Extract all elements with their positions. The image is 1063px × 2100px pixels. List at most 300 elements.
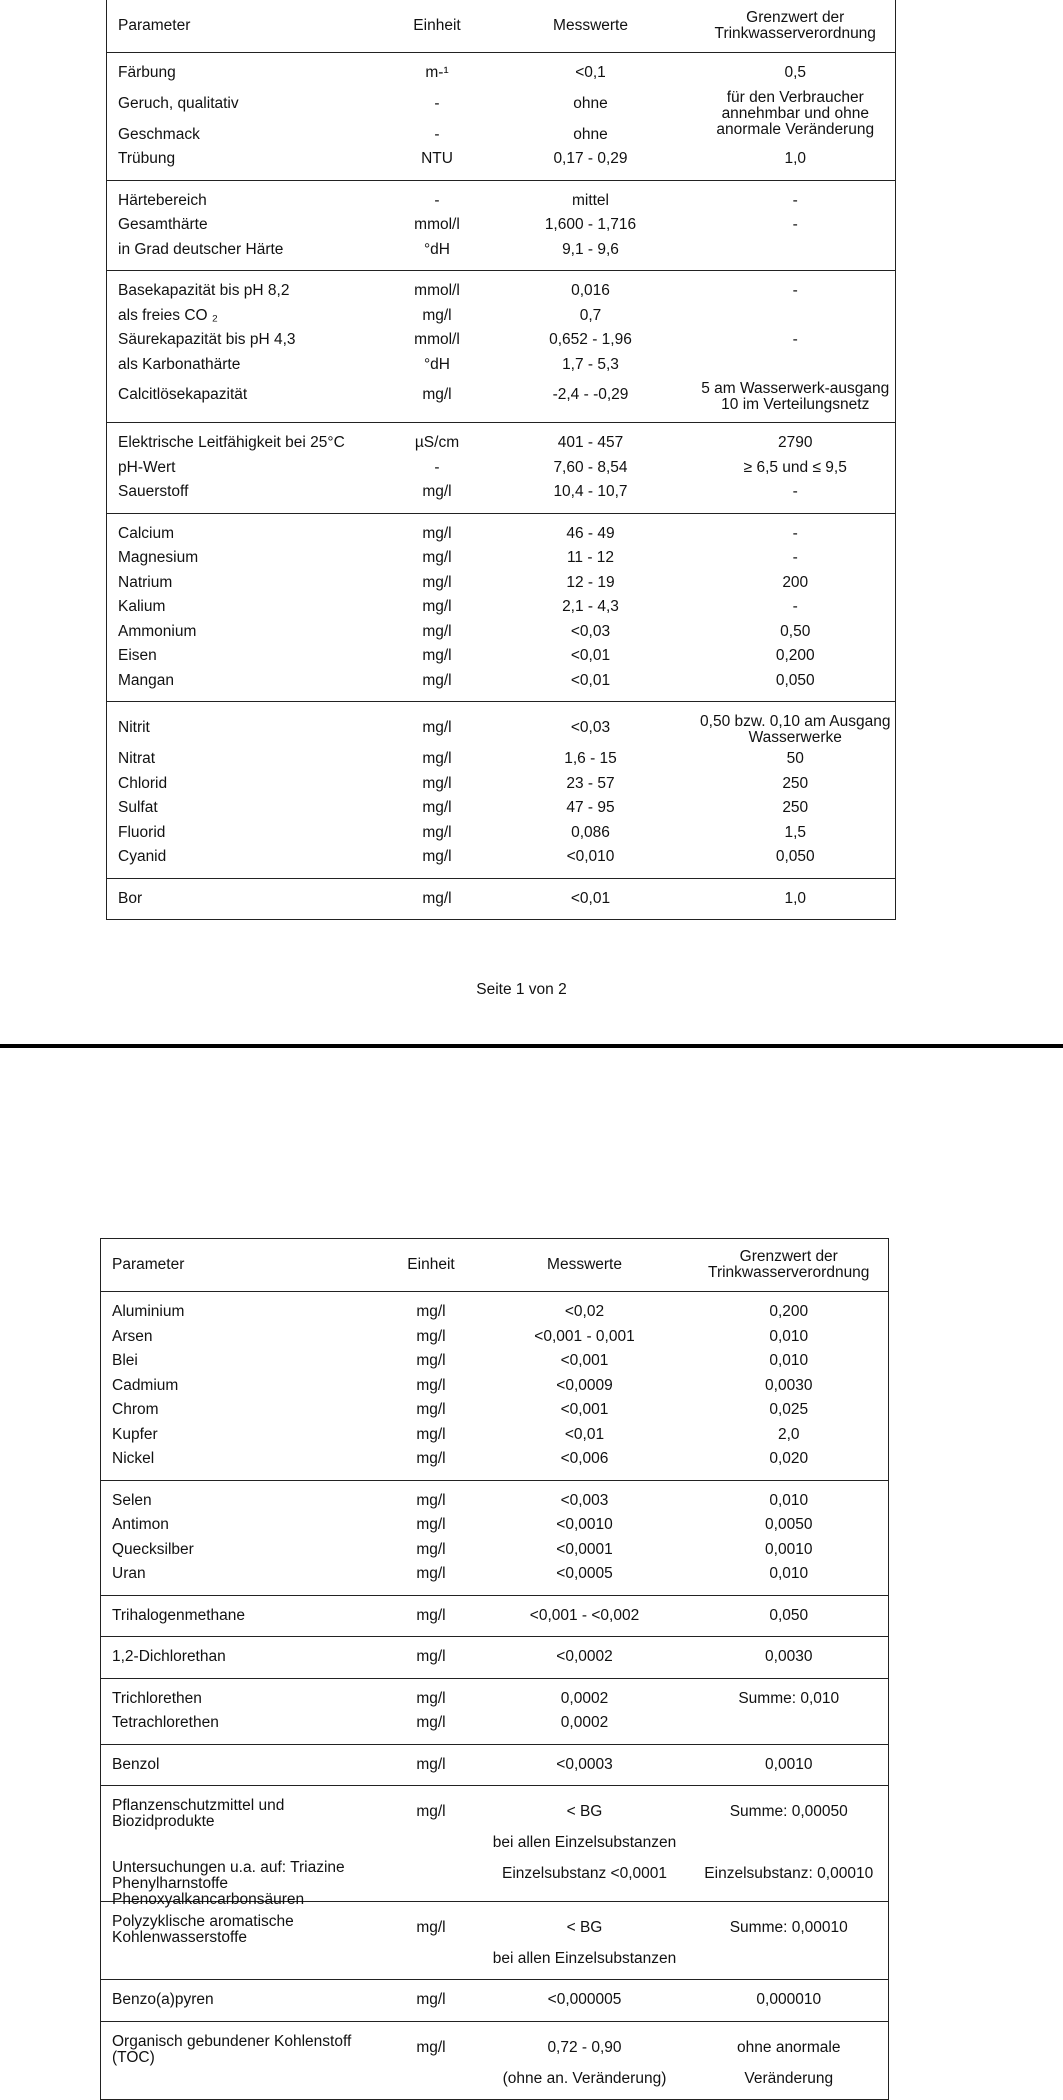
cell-grenzwert <box>696 238 896 271</box>
row-group <box>107 53 896 181</box>
cell-grenzwert <box>690 1947 889 1980</box>
cell-grenzwert-text: 0,010 <box>769 1565 809 1582</box>
cell-messwerte-text: 0,0002 <box>560 1689 609 1707</box>
row-group <box>107 271 896 423</box>
cell-grenzwert-text: 0,050 <box>769 1606 809 1624</box>
table-row <box>107 845 896 878</box>
cell-grenzwert-text <box>696 238 896 263</box>
cell-einheit <box>389 796 486 821</box>
cell-parameter <box>101 1562 383 1595</box>
cell-einheit <box>383 1901 480 1947</box>
cell-einheit-text: mg/l <box>422 483 452 500</box>
parameter-table-2 <box>100 1238 889 2100</box>
cell-parameter <box>107 213 389 238</box>
cell-einheit <box>389 271 486 304</box>
cell-messwerte-text: <0,010 <box>566 848 615 865</box>
cell-grenzwert <box>696 53 896 86</box>
header-grenzwert: Grenzwert der Trinkwasserverordnung <box>714 9 876 42</box>
cell-grenzwert-text: Summe: 0,010 <box>738 1689 840 1707</box>
cell-einheit <box>389 669 486 702</box>
cell-einheit-text: mg/l <box>422 799 452 816</box>
cell-messwerte <box>480 1538 690 1563</box>
cell-einheit-text: mg/l <box>422 750 452 767</box>
cell-grenzwert-text: 250 <box>782 799 809 816</box>
row-group <box>101 1292 889 1481</box>
cell-messwerte <box>486 353 696 378</box>
cell-grenzwert-text: 0,200 <box>769 1303 809 1320</box>
cell-einheit-text: mg/l <box>422 549 452 566</box>
cell-parameter-text: 1,2-Dichlorethan <box>112 1648 226 1665</box>
cell-parameter <box>107 304 389 329</box>
cell-messwerte-text: 0,652 - 1,96 <box>549 331 632 348</box>
cell-parameter-text: Arsen <box>112 1327 153 1345</box>
cell-messwerte <box>486 669 696 702</box>
row-group <box>101 1678 889 1744</box>
cell-parameter-text: Selen <box>112 1491 152 1509</box>
table-row <box>107 238 896 271</box>
cell-messwerte-text: <0,01 <box>570 647 611 664</box>
row-group <box>107 423 896 514</box>
cell-grenzwert-text: 0,050 <box>775 671 815 689</box>
table-row <box>107 456 896 481</box>
cell-einheit <box>383 1538 480 1563</box>
cell-einheit <box>389 123 486 148</box>
cell-grenzwert-text <box>690 1711 889 1736</box>
table-header-row <box>101 1239 889 1292</box>
header-messwerte: Messwerte <box>553 17 628 34</box>
cell-parameter <box>101 1349 383 1374</box>
row-group <box>107 878 896 920</box>
cell-parameter <box>107 513 389 546</box>
cell-messwerte-text: <0,03 <box>570 719 611 737</box>
cell-grenzwert <box>690 1786 889 1832</box>
table-row <box>101 1447 889 1480</box>
cell-parameter-text <box>112 1947 383 1972</box>
cell-messwerte-text: 10,4 - 10,7 <box>553 483 628 500</box>
header-messwerte: Messwerte <box>547 1256 622 1273</box>
table-row <box>101 1480 889 1513</box>
cell-parameter-text: Trihalogenmethane <box>112 1606 245 1624</box>
cell-messwerte <box>486 747 696 772</box>
cell-grenzwert <box>696 423 896 456</box>
cell-parameter <box>101 1325 383 1350</box>
cell-messwerte-text: Einzelsubstanz <0,0001 <box>501 1864 668 1882</box>
table-row <box>101 1678 889 1711</box>
cell-einheit-text: mg/l <box>416 1352 446 1369</box>
cell-einheit <box>383 1325 480 1350</box>
table-row <box>107 328 896 353</box>
table-row <box>107 620 896 645</box>
cell-messwerte <box>486 423 696 456</box>
cell-einheit-text: mg/l <box>422 719 452 737</box>
cell-parameter <box>107 353 389 378</box>
cell-parameter <box>101 1831 383 1856</box>
cell-parameter-text: Tetrachlorethen <box>112 1714 219 1731</box>
cell-messwerte <box>486 772 696 797</box>
table-row <box>107 304 896 329</box>
cell-grenzwert <box>696 304 896 329</box>
cell-messwerte-text: <0,0005 <box>556 1565 613 1582</box>
cell-einheit <box>383 1292 480 1325</box>
cell-einheit-text: mg/l <box>422 386 452 404</box>
table-row <box>101 1423 889 1448</box>
cell-messwerte <box>480 1831 690 1856</box>
cell-parameter-text: Härtebereich <box>118 191 207 209</box>
cell-parameter-text: Antimon <box>112 1516 169 1533</box>
cell-grenzwert <box>696 328 896 353</box>
table-row <box>107 147 896 180</box>
cell-einheit-text: mg/l <box>416 1991 446 2008</box>
table-row <box>107 86 896 123</box>
header-parameter: Parameter <box>112 1256 185 1273</box>
cell-parameter <box>107 238 389 271</box>
cell-messwerte-text: 9,1 - 9,6 <box>562 240 619 258</box>
cell-grenzwert-text: 0,0010 <box>765 1755 813 1773</box>
cell-messwerte <box>480 1637 690 1679</box>
cell-parameter <box>107 328 389 353</box>
cell-einheit <box>389 772 486 797</box>
cell-messwerte-text: <0,006 <box>560 1450 609 1467</box>
cell-messwerte <box>486 821 696 846</box>
cell-grenzwert-text: 0,000010 <box>756 1991 822 2008</box>
cell-messwerte-text: ohne <box>573 94 608 112</box>
cell-einheit-text: m-¹ <box>425 64 449 81</box>
cell-grenzwert-text: 0,200 <box>775 647 815 664</box>
cell-grenzwert <box>696 644 896 669</box>
table-row <box>107 747 896 772</box>
cell-grenzwert <box>690 1901 889 1947</box>
page-2 <box>0 1048 1063 2087</box>
cell-parameter <box>101 1711 383 1744</box>
cell-einheit <box>383 1513 480 1538</box>
cell-einheit-text: mg/l <box>416 1755 446 1773</box>
cell-grenzwert <box>696 702 896 748</box>
cell-parameter <box>101 1786 383 1832</box>
cell-messwerte-text: <0,1 <box>575 64 606 81</box>
cell-messwerte-text: <0,01 <box>570 671 611 689</box>
cell-einheit-text: mmol/l <box>414 216 460 233</box>
cell-einheit <box>389 821 486 846</box>
table-row <box>107 423 896 456</box>
cell-messwerte-text: <0,0003 <box>556 1755 613 1773</box>
cell-messwerte-text: <0,001 <box>560 1401 609 1418</box>
cell-grenzwert <box>696 86 896 138</box>
table-row <box>107 595 896 620</box>
cell-grenzwert <box>696 456 896 481</box>
cell-grenzwert <box>690 1325 889 1350</box>
table-row <box>101 1513 889 1538</box>
cell-einheit <box>389 423 486 456</box>
cell-parameter-text: Magnesium <box>118 549 199 566</box>
cell-grenzwert <box>690 2021 889 2067</box>
cell-parameter-text: Quecksilber <box>112 1540 194 1558</box>
cell-messwerte-text: (ohne an. Veränderung) <box>502 2069 667 2087</box>
cell-parameter-text: Nitrit <box>118 719 150 737</box>
cell-einheit-text <box>383 1862 480 1887</box>
cell-einheit-text: mg/l <box>422 524 452 542</box>
cell-grenzwert <box>696 878 896 920</box>
row-group <box>107 702 896 879</box>
cell-parameter-text: Trübung <box>118 150 176 167</box>
cell-einheit <box>389 53 486 86</box>
cell-parameter-text: Bor <box>118 889 143 907</box>
cell-einheit <box>383 1831 480 1856</box>
table-row <box>107 878 896 920</box>
cell-messwerte-text: 0,17 - 0,29 <box>553 150 628 167</box>
cell-parameter <box>107 845 389 878</box>
table-row <box>101 1980 889 2022</box>
cell-grenzwert-text: - <box>792 598 798 615</box>
cell-grenzwert <box>696 772 896 797</box>
cell-messwerte <box>486 147 696 180</box>
cell-messwerte <box>486 123 696 148</box>
cell-einheit-text: - <box>434 125 440 143</box>
table-row <box>107 821 896 846</box>
cell-einheit <box>389 377 486 423</box>
cell-parameter <box>107 669 389 702</box>
table-row <box>107 271 896 304</box>
cell-messwerte-text: 23 - 57 <box>566 774 615 792</box>
cell-grenzwert-text: Veränderung <box>744 2069 834 2087</box>
cell-parameter <box>101 1423 383 1448</box>
cell-grenzwert <box>696 180 896 213</box>
cell-parameter-text: Chrom <box>112 1401 159 1418</box>
cell-grenzwert <box>690 1744 889 1786</box>
cell-einheit <box>389 546 486 571</box>
cell-messwerte <box>486 304 696 329</box>
cell-einheit-text: mg/l <box>416 1425 446 1443</box>
cell-parameter <box>107 620 389 645</box>
cell-messwerte-text: <0,02 <box>564 1303 605 1320</box>
cell-messwerte-text: 0,72 - 0,90 <box>547 2038 622 2056</box>
row-group <box>101 1480 889 1595</box>
cell-parameter <box>101 2021 383 2067</box>
cell-grenzwert <box>696 620 896 645</box>
cell-einheit-text: - <box>434 191 440 209</box>
cell-grenzwert-text: Einzelsubstanz: 0,00010 <box>704 1864 874 1882</box>
cell-parameter <box>101 1538 383 1563</box>
cell-einheit-text: mg/l <box>416 1540 446 1558</box>
cell-messwerte-text: 0,0002 <box>560 1714 609 1731</box>
cell-messwerte <box>480 1447 690 1480</box>
cell-einheit-text: mg/l <box>422 848 452 865</box>
cell-grenzwert <box>696 796 896 821</box>
cell-parameter <box>107 821 389 846</box>
cell-messwerte-text: <0,003 <box>560 1491 609 1509</box>
cell-einheit <box>383 1423 480 1448</box>
row-group <box>101 2021 889 2100</box>
cell-messwerte-text: <0,0002 <box>556 1648 613 1665</box>
cell-grenzwert <box>690 1637 889 1679</box>
cell-parameter-text: als Karbonathärte <box>118 355 241 373</box>
cell-einheit <box>383 1349 480 1374</box>
row-group <box>101 1901 889 1980</box>
cell-messwerte <box>486 53 696 86</box>
cell-grenzwert-text <box>690 1831 889 1856</box>
cell-grenzwert-text: - <box>792 483 798 500</box>
cell-messwerte <box>486 180 696 213</box>
cell-messwerte-text: <0,01 <box>564 1425 605 1443</box>
cell-parameter-text: Blei <box>112 1352 138 1369</box>
cell-einheit-text: mg/l <box>416 1714 446 1731</box>
cell-einheit <box>383 1678 480 1711</box>
cell-parameter-text: Geruch, qualitativ <box>118 94 239 112</box>
cell-einheit-text: mg/l <box>416 1401 446 1418</box>
cell-parameter <box>101 1947 383 1980</box>
cell-grenzwert-text: 2,0 <box>777 1425 800 1443</box>
cell-einheit <box>389 304 486 329</box>
table-row <box>101 1637 889 1679</box>
cell-messwerte <box>486 86 696 123</box>
cell-grenzwert-text: 0,020 <box>769 1450 809 1467</box>
cell-einheit-text: mg/l <box>416 2038 446 2056</box>
row-group <box>101 1744 889 1786</box>
cell-messwerte-text: bei allen Einzelsubstanzen <box>492 1949 677 1967</box>
cell-grenzwert <box>690 1513 889 1538</box>
cell-messwerte-text: <0,03 <box>570 622 611 640</box>
table-row <box>107 772 896 797</box>
table-row <box>101 1595 889 1637</box>
table-row <box>107 213 896 238</box>
table-row <box>107 546 896 571</box>
cell-einheit <box>383 1398 480 1423</box>
table-row <box>107 644 896 669</box>
table-row <box>101 2021 889 2067</box>
cell-messwerte-text: bei allen Einzelsubstanzen <box>492 1834 677 1851</box>
cell-einheit <box>389 644 486 669</box>
cell-messwerte <box>480 1292 690 1325</box>
row-group <box>101 1637 889 1679</box>
cell-einheit-text: mg/l <box>416 1516 446 1533</box>
cell-einheit <box>389 845 486 878</box>
cell-grenzwert-text: - <box>792 282 798 299</box>
row-group <box>107 180 896 271</box>
cell-grenzwert-text: 0,0030 <box>765 1376 813 1394</box>
cell-einheit-text <box>383 1831 480 1856</box>
cell-parameter <box>107 86 389 123</box>
cell-parameter-text: Cyanid <box>118 848 167 865</box>
header-parameter: Parameter <box>118 17 191 34</box>
cell-messwerte <box>486 328 696 353</box>
cell-parameter <box>107 480 389 513</box>
cell-grenzwert <box>690 1292 889 1325</box>
cell-grenzwert <box>696 747 896 772</box>
table-row <box>101 1325 889 1350</box>
cell-messwerte <box>480 1786 690 1832</box>
cell-einheit <box>389 747 486 772</box>
cell-grenzwert-text: 0,010 <box>769 1327 809 1345</box>
table-row <box>101 1901 889 1947</box>
header-einheit: Einheit <box>407 1256 455 1273</box>
cell-parameter-text: Färbung <box>118 64 176 81</box>
cell-parameter <box>107 456 389 481</box>
cell-parameter-text: Pflanzenschutzmittel und Biozidprodukte <box>112 1797 285 1830</box>
cell-parameter-text <box>112 1831 383 1856</box>
cell-grenzwert <box>696 353 896 378</box>
cell-einheit-text: mg/l <box>416 1303 446 1320</box>
cell-grenzwert-text: 0,010 <box>769 1491 809 1509</box>
cell-grenzwert-text: 2790 <box>778 434 813 451</box>
table-row <box>107 513 896 546</box>
cell-einheit <box>383 1711 480 1744</box>
cell-einheit <box>383 1595 480 1637</box>
cell-messwerte <box>486 702 696 748</box>
cell-grenzwert <box>690 1398 889 1423</box>
cell-parameter <box>101 1595 383 1637</box>
cell-messwerte <box>486 213 696 238</box>
cell-parameter <box>101 1856 383 1908</box>
header-einheit: Einheit <box>413 17 461 34</box>
cell-einheit-text: °dH <box>423 355 450 373</box>
cell-grenzwert <box>696 669 896 702</box>
cell-messwerte-text: <0,0009 <box>556 1376 613 1394</box>
cell-grenzwert <box>696 595 896 620</box>
cell-grenzwert <box>696 845 896 878</box>
cell-parameter <box>101 1637 383 1679</box>
cell-einheit-text: mg/l <box>416 1689 446 1707</box>
cell-grenzwert-text: 0,0050 <box>765 1516 813 1533</box>
page-1 <box>0 0 1063 1045</box>
table-row <box>107 353 896 378</box>
cell-parameter-text: Sulfat <box>118 799 158 816</box>
cell-messwerte-text: 7,60 - 8,54 <box>553 458 628 476</box>
cell-einheit-text: mg/l <box>416 1803 446 1821</box>
cell-parameter-text: Nitrat <box>118 750 156 767</box>
cell-grenzwert-text: 5 am Wasserwerk-ausgang 10 im Verteilungsnetz <box>701 380 890 413</box>
table-row <box>107 480 896 513</box>
cell-messwerte-text: < BG <box>566 1918 603 1936</box>
cell-messwerte-text: ohne <box>573 125 608 143</box>
cell-messwerte <box>486 571 696 596</box>
cell-messwerte <box>480 1678 690 1711</box>
cell-einheit <box>383 2021 480 2067</box>
cell-parameter <box>101 1744 383 1786</box>
cell-parameter-text: Chlorid <box>118 774 168 792</box>
cell-grenzwert-text: ohne anormale <box>737 2038 841 2056</box>
cell-einheit <box>389 571 486 596</box>
cell-messwerte-text: <0,0001 <box>556 1540 613 1558</box>
cell-grenzwert <box>696 821 896 846</box>
cell-parameter-text: Benzol <box>112 1755 160 1773</box>
cell-parameter <box>101 1678 383 1711</box>
cell-messwerte <box>480 2021 690 2067</box>
cell-messwerte <box>486 595 696 620</box>
table-row <box>107 796 896 821</box>
cell-grenzwert-text: Summe: 0,00010 <box>729 1918 848 1936</box>
cell-parameter-text: Cadmium <box>112 1376 179 1394</box>
cell-grenzwert <box>696 147 896 180</box>
cell-einheit <box>383 1562 480 1595</box>
page-footer: Seite 1 von 2 <box>476 981 567 998</box>
cell-einheit <box>389 480 486 513</box>
cell-einheit <box>383 1856 480 1902</box>
cell-einheit <box>389 702 486 748</box>
cell-grenzwert-text: 0,010 <box>769 1352 809 1369</box>
cell-einheit-text <box>383 1947 480 1972</box>
cell-grenzwert-text: 250 <box>782 774 809 792</box>
cell-grenzwert <box>690 1562 889 1595</box>
cell-parameter-text: Natrium <box>118 573 173 591</box>
cell-einheit <box>383 1980 480 2022</box>
cell-grenzwert <box>696 271 896 304</box>
cell-messwerte <box>486 644 696 669</box>
cell-einheit-text: mg/l <box>416 1327 446 1345</box>
cell-parameter <box>107 595 389 620</box>
cell-einheit-text: mg/l <box>416 1450 446 1467</box>
cell-grenzwert-text: 1,5 <box>784 823 807 841</box>
cell-parameter <box>107 271 389 304</box>
cell-einheit-text: - <box>434 94 440 112</box>
